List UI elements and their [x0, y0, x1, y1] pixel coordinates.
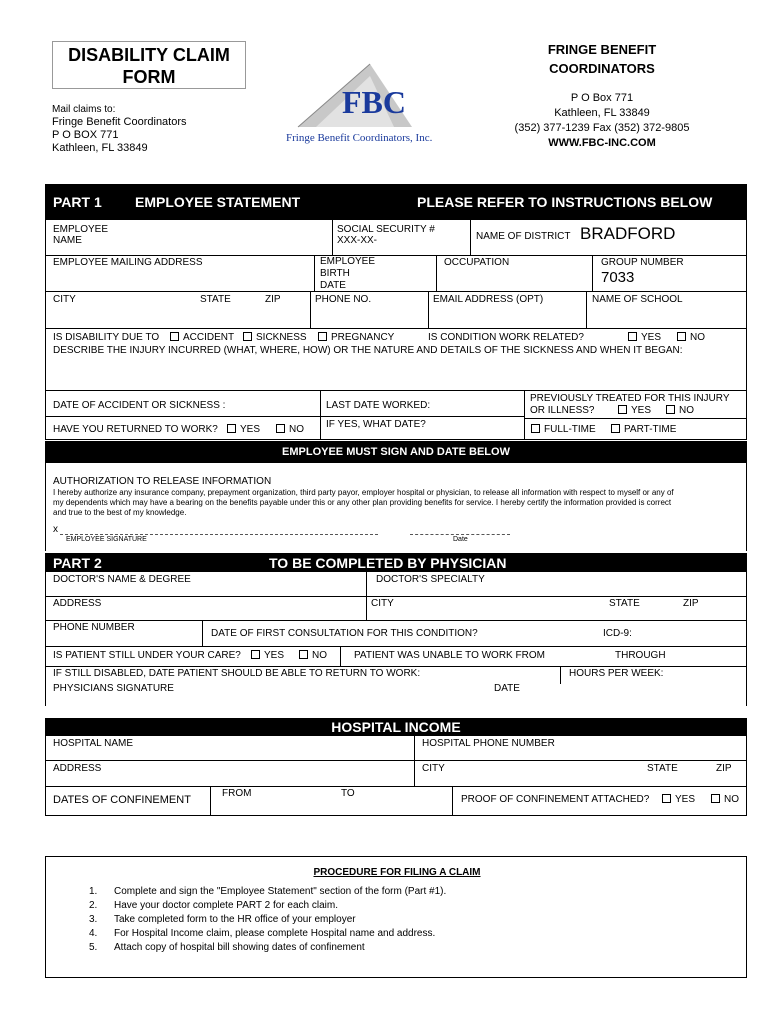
work-related-label: IS CONDITION WORK RELATED?	[428, 332, 584, 343]
prev-treated-no-checkbox[interactable]	[666, 405, 675, 414]
doctor-state-label: STATE	[609, 598, 640, 609]
under-care-label: IS PATIENT STILL UNDER YOUR CARE?	[53, 650, 241, 661]
employee-name-label: EMPLOYEE NAME	[53, 224, 109, 246]
prev-treated-no-label: NO	[679, 405, 694, 416]
hospital-address-label: ADDRESS	[53, 763, 102, 774]
proof-label: PROOF OF CONFINEMENT ATTACHED?	[461, 794, 650, 805]
email-label: EMAIL ADDRESS (OPT)	[433, 294, 544, 305]
doctor-zip-label: ZIP	[683, 598, 699, 609]
district-label: NAME OF DISTRICT	[476, 231, 571, 242]
physician-signature-label: PHYSICIANS SIGNATURE	[53, 683, 174, 694]
under-care-no-checkbox[interactable]	[299, 650, 308, 659]
mail-line-3: Kathleen, FL 33849	[52, 142, 148, 154]
company-logo	[286, 62, 456, 158]
date-accident-label: DATE OF ACCIDENT OR SICKNESS :	[53, 400, 226, 411]
last-worked-label: LAST DATE WORKED:	[326, 400, 431, 411]
procedure-step-3: 3. Take completed form to the HR office of your employer	[89, 914, 356, 925]
part2-label: PART 2	[53, 555, 102, 571]
employee-name-field[interactable]	[64, 224, 324, 252]
logo-text: FBC	[342, 84, 406, 120]
proof-no-checkbox[interactable]	[711, 794, 720, 803]
auth-text-2: my dependents which may have a bearing on the benefits payable under this or any other plan providing benefits for service. I hereby certify the information provided is correct	[53, 498, 672, 507]
sickness-checkbox[interactable]	[243, 332, 252, 341]
part-time-checkbox[interactable]	[611, 424, 620, 433]
hospital-phone-label: HOSPITAL PHONE NUMBER	[422, 738, 555, 749]
company-phone: (352) 377-1239 Fax (352) 372-9805	[514, 122, 690, 134]
doctor-specialty-label: DOCTOR'S SPECIALTY	[376, 574, 485, 585]
physician-date-label: DATE	[494, 683, 520, 694]
mail-line-1: Fringe Benefit Coordinators	[52, 116, 187, 128]
group-number-field[interactable]: 7033	[601, 269, 635, 286]
work-related-no-checkbox[interactable]	[677, 332, 686, 341]
work-related-yes-checkbox[interactable]	[628, 332, 637, 341]
form-title-line1: DISABILITY CLAIM	[68, 45, 230, 65]
previously-treated-label: PREVIOUSLY TREATED FOR THIS INJURY	[530, 393, 730, 404]
confinement-from-label: FROM	[222, 788, 252, 799]
hospital-zip-label: ZIP	[716, 763, 732, 774]
must-sign-bar	[45, 441, 747, 463]
procedure-title: PROCEDURE FOR FILING A CLAIM	[313, 867, 481, 878]
mailing-address-field[interactable]	[53, 270, 303, 288]
state-label: STATE	[200, 294, 231, 305]
work-related-no-label: NO	[690, 332, 705, 343]
returned-no-checkbox[interactable]	[276, 424, 285, 433]
part1-refer: PLEASE REFER TO INSTRUCTIONS BELOW	[417, 194, 713, 210]
form-title	[52, 41, 246, 89]
proof-yes-label: YES	[675, 794, 696, 805]
full-time-checkbox[interactable]	[531, 424, 540, 433]
hospital-city-label: CITY	[422, 763, 445, 774]
mail-label: Mail claims to:	[52, 104, 116, 115]
work-related-yes-label: YES	[641, 332, 662, 343]
hours-per-week-label: HOURS PER WEEK:	[569, 668, 664, 679]
prev-treated-yes-checkbox[interactable]	[618, 405, 627, 414]
doctor-phone-label: PHONE NUMBER	[53, 622, 135, 633]
group-number-label: GROUP NUMBER	[601, 257, 684, 268]
returned-yes-checkbox[interactable]	[227, 424, 236, 433]
district-field[interactable]: BRADFORD	[580, 224, 676, 243]
describe-label: DESCRIBE THE INJURY INCURRED (WHAT, WHERE, HOW) OR THE NATURE AND DETAILS OF THE SICKNESS AND WHEN IT BEGAN:	[53, 345, 683, 356]
accident-checkbox[interactable]	[170, 332, 179, 341]
employee-signature-line[interactable]	[60, 534, 378, 535]
part2-header-bar	[45, 553, 747, 572]
procedure-step-5: 5. Attach copy of hospital bill showing dates of confinement	[89, 942, 365, 953]
signature-x: x	[53, 524, 58, 535]
accident-label: ACCIDENT	[183, 332, 235, 343]
full-time-label: FULL-TIME	[544, 424, 596, 435]
return-date-label: IF STILL DISABLED, DATE PATIENT SHOULD BE ABLE TO RETURN TO WORK:	[53, 668, 421, 679]
must-sign-text: EMPLOYEE MUST SIGN AND DATE BELOW	[282, 446, 510, 458]
ssn-field[interactable]	[380, 236, 468, 252]
through-label: THROUGH	[615, 650, 666, 661]
part1-header-bar	[45, 184, 747, 220]
hospital-state-label: STATE	[647, 763, 678, 774]
doctor-address-label: ADDRESS	[53, 598, 102, 609]
prev-treated-yes-label: YES	[631, 405, 652, 416]
city-label: CITY	[53, 294, 76, 305]
company-address-2: Kathleen, FL 33849	[554, 107, 650, 119]
company-website[interactable]: WWW.FBC-INC.COM	[548, 137, 656, 149]
confinement-to-label: TO	[341, 788, 355, 799]
previously-treated-label-2: OR ILLNESS?	[530, 405, 595, 416]
if-yes-date-label: IF YES, WHAT DATE?	[326, 419, 426, 430]
pregnancy-label: PREGNANCY	[331, 332, 395, 343]
part1-label: PART 1	[53, 194, 102, 210]
ssn-label: SOCIAL SECURITY # XXX-XX-	[337, 224, 435, 246]
under-care-no-label: NO	[312, 650, 327, 661]
under-care-yes-checkbox[interactable]	[251, 650, 260, 659]
procedure-step-4: 4. For Hospital Income claim, please complete Hospital name and address.	[89, 928, 436, 939]
unable-from-label: PATIENT WAS UNABLE TO WORK FROM	[354, 650, 545, 661]
due-to-label: IS DISABILITY DUE TO	[53, 332, 160, 343]
procedure-step-1: 1. Complete and sign the "Employee Statement" section of the form (Part #1).	[89, 886, 447, 897]
under-care-yes-label: YES	[264, 650, 285, 661]
proof-yes-checkbox[interactable]	[662, 794, 671, 803]
returned-yes-label: YES	[240, 424, 261, 435]
auth-text-1: I hereby authorize any insurance company, prepayment organization, third party payor, employer hospital or physician, to release all information with respect to myself or any of	[53, 488, 674, 497]
logo-caption: Fringe Benefit Coordinators, Inc.	[286, 132, 433, 144]
hospital-name-label: HOSPITAL NAME	[53, 738, 134, 749]
mail-line-2: P O BOX 771	[52, 129, 119, 141]
company-address-1: P O Box 771	[570, 92, 634, 104]
hospital-title: HOSPITAL INCOME	[331, 719, 461, 735]
returned-no-label: NO	[289, 424, 304, 435]
confinement-label: DATES OF CONFINEMENT	[53, 794, 191, 806]
birth-date-label: EMPLOYEE BIRTH DATE	[320, 256, 376, 291]
company-name-line2: COORDINATORS	[549, 61, 655, 76]
returned-label: HAVE YOU RETURNED TO WORK?	[53, 424, 218, 435]
proof-no-label: NO	[724, 794, 739, 805]
company-name-line1: FRINGE BENEFIT	[547, 42, 657, 57]
phone-label: PHONE NO.	[315, 294, 372, 305]
mailing-address-label: EMPLOYEE MAILING ADDRESS	[53, 257, 203, 268]
icd9-label: ICD-9:	[603, 628, 632, 639]
signature-date-line[interactable]	[410, 534, 510, 535]
sickness-label: SICKNESS	[256, 332, 307, 343]
first-consult-label: DATE OF FIRST CONSULTATION FOR THIS CONDITION?	[211, 628, 478, 639]
signature-date-label: Date	[453, 536, 468, 543]
part1-title: EMPLOYEE STATEMENT	[135, 194, 301, 210]
occupation-label: OCCUPATION	[444, 257, 510, 268]
form-title-line2: FORM	[122, 67, 176, 87]
describe-field[interactable]	[53, 358, 743, 388]
occupation-field[interactable]	[444, 270, 584, 288]
hospital-header-bar	[45, 718, 747, 736]
school-label: NAME OF SCHOOL	[592, 294, 683, 305]
doctor-name-label: DOCTOR'S NAME & DEGREE	[53, 574, 191, 585]
signature-label: EMPLOYEE SIGNATURE	[66, 536, 147, 543]
zip-label: ZIP	[265, 294, 281, 305]
part-time-label: PART-TIME	[624, 424, 677, 435]
auth-text-3: and true to the best of my knowledge.	[53, 508, 187, 517]
auth-title: AUTHORIZATION TO RELEASE INFORMATION	[53, 476, 272, 487]
procedure-step-2: 2. Have your doctor complete PART 2 for each claim.	[89, 900, 338, 911]
doctor-city-label: CITY	[371, 598, 394, 609]
pregnancy-checkbox[interactable]	[318, 332, 327, 341]
part2-title: TO BE COMPLETED BY PHYSICIAN	[269, 555, 507, 571]
